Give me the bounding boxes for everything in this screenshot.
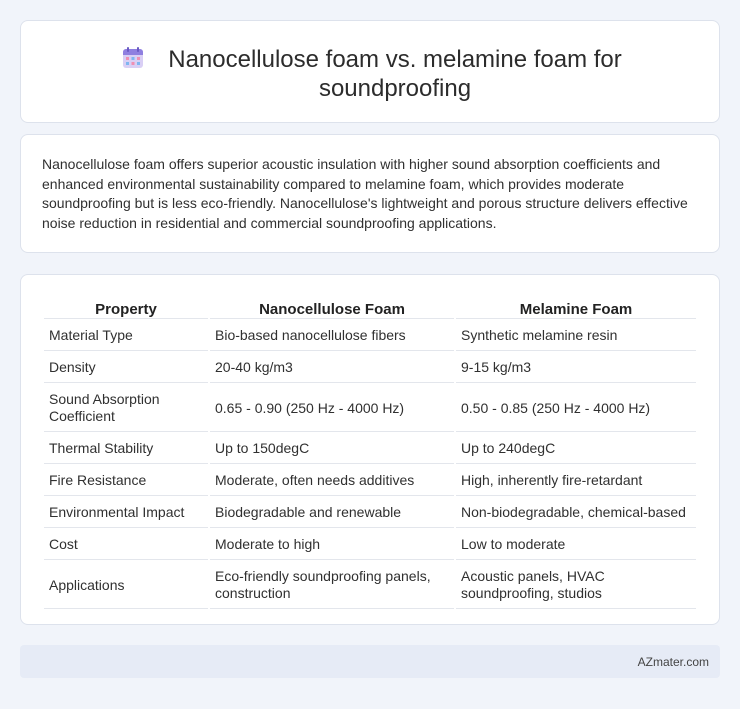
cell-property: Thermal Stability xyxy=(44,434,208,464)
cell-property: Sound Absorption Coefficient xyxy=(44,385,208,432)
cell-property: Applications xyxy=(44,562,208,609)
table-header-row xyxy=(44,297,696,319)
cell-nanocellulose: Bio-based nanocellulose fibers xyxy=(210,321,454,351)
table-row xyxy=(44,466,696,496)
cell-melamine: Non-biodegradable, chemical-based xyxy=(456,498,696,528)
cell-nanocellulose: 20-40 kg/m3 xyxy=(210,353,454,383)
cell-nanocellulose: 0.65 - 0.90 (250 Hz - 4000 Hz) xyxy=(210,385,454,432)
summary-paragraph: Nanocellulose foam offers superior acoustic insulation with higher sound absorption coefficients and enhanced environmental sustainability compared to melamine foam, which provides moderate soundproofing but is less eco-friendly. Nanocellulose's lightweight and porous structure delivers effective noise reduction in residential and commercial soundproofing applications. xyxy=(42,156,688,231)
column-header-property: Property xyxy=(44,297,208,319)
table-row xyxy=(44,434,696,464)
footer-bar xyxy=(20,645,720,678)
table-row xyxy=(44,562,696,609)
cell-melamine: High, inherently fire-retardant xyxy=(456,466,696,496)
cell-property: Environmental Impact xyxy=(44,498,208,528)
cell-nanocellulose: Biodegradable and renewable xyxy=(210,498,454,528)
cell-melamine: Low to moderate xyxy=(456,530,696,560)
cell-nanocellulose: Moderate, often needs additives xyxy=(210,466,454,496)
cell-property: Cost xyxy=(44,530,208,560)
footer-brand: AZmater.com xyxy=(637,655,709,669)
table-row xyxy=(44,498,696,528)
table-row xyxy=(44,530,696,560)
cell-nanocellulose: Moderate to high xyxy=(210,530,454,560)
cell-nanocellulose: Eco-friendly soundproofing panels, construction xyxy=(210,562,454,609)
cell-melamine: 9-15 kg/m3 xyxy=(456,353,696,383)
cell-property: Density xyxy=(44,353,208,383)
comparison-table xyxy=(42,295,698,611)
cell-melamine: Up to 240degC xyxy=(456,434,696,464)
page-title: Nanocellulose foam vs. melamine foam for soundproofing xyxy=(168,46,622,102)
table-row xyxy=(44,385,696,432)
cell-nanocellulose: Up to 150degC xyxy=(210,434,454,464)
cell-property: Fire Resistance xyxy=(44,466,208,496)
table-row xyxy=(44,321,696,351)
column-header-nanocellulose: Nanocellulose Foam xyxy=(210,297,454,319)
cell-melamine: Acoustic panels, HVAC soundproofing, studios xyxy=(456,562,696,609)
cell-melamine: 0.50 - 0.85 (250 Hz - 4000 Hz) xyxy=(456,385,696,432)
column-header-melamine: Melamine Foam xyxy=(456,297,696,319)
summary-card xyxy=(20,134,720,253)
table-row xyxy=(44,353,696,383)
title-card xyxy=(20,20,720,123)
cell-melamine: Synthetic melamine resin xyxy=(456,321,696,351)
cell-property: Material Type xyxy=(44,321,208,351)
comparison-table-card xyxy=(20,274,720,625)
